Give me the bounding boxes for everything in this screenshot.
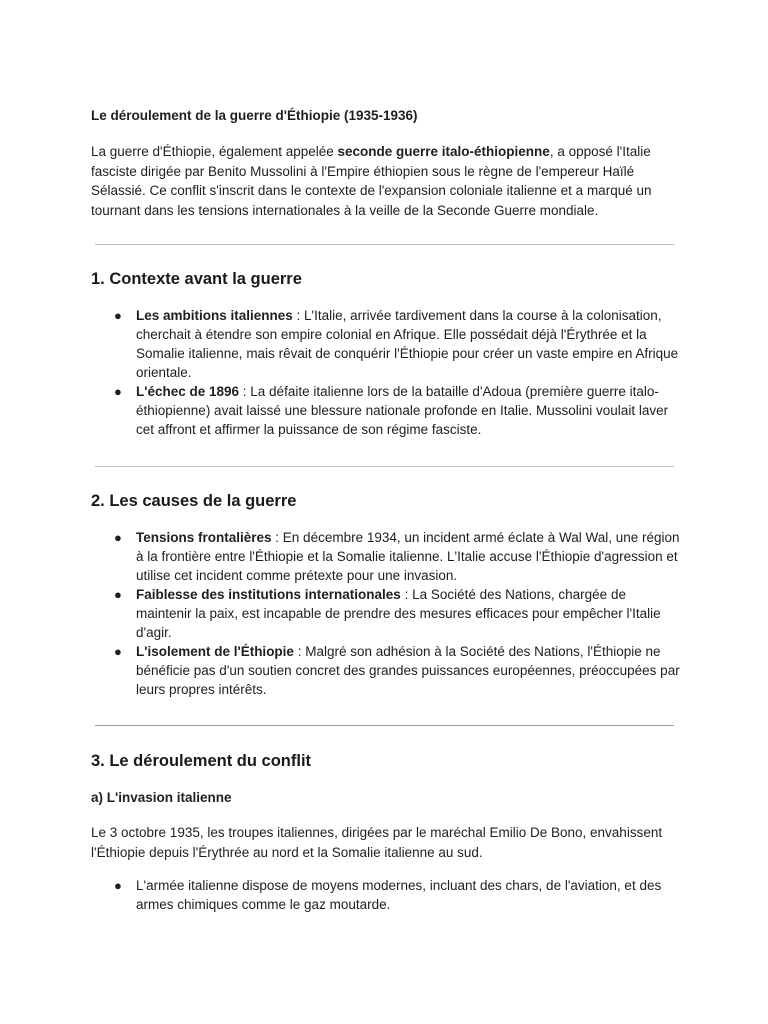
bullet-text: L'armée italienne dispose de moyens modernes, incluant des chars, de l'aviation, et des armes chimiques comme le gaz moutarde. [136,878,662,912]
section-divider [95,244,674,245]
bullet-bold-label: Faiblesse des institutions internationales [136,587,401,602]
document-title: Le déroulement de la guerre d'Éthiopie (1935-1936) [91,108,418,123]
context-bullet-list [91,306,691,439]
section-heading-context: 1. Contexte avant la guerre [91,270,302,288]
bullet-icon: ● [114,530,122,545]
intro-bold-term: seconde guerre italo-éthiopienne [337,144,550,159]
bullet-text: : La Société des Nations, chargée de maintenir la paix, est incapable de prendre des mesures efficaces pour empêcher l'Italie d'agir. [136,587,661,640]
section-divider [95,466,674,467]
intro-text-start: La guerre d'Éthiopie, également appelée [91,144,338,159]
bullet-bold-label: Les ambitions italiennes [136,308,293,323]
bullet-text: : En décembre 1934, un incident armé éclate à Wal Wal, une région à la frontière entre l'Éthiopie et la Somalie italienne. L'Italie accuse l'Éthiopie d'agression et utilise cet incident comme prétexte pour une invasion. [136,530,680,583]
intro-paragraph [91,142,691,220]
bullet-text: : Malgré son adhésion à la Société des Nations, l'Éthiopie ne bénéficie pas d'un soutien concret des grandes puissances européennes, préoccupées par leurs propres intérêts. [136,644,680,697]
bullet-bold-label: L'isolement de l'Éthiopie [136,644,294,659]
intro-text-end: , a opposé l'Italie fasciste dirigée par Benito Mussolini à l'Empire éthiopien sous le règne de l'empereur Haïlé Sélassié. Ce conflit s'inscrit dans le contexte de l'expansion coloniale italienne et a marqué un tournant dans les tensions internationales à la veille de la Seconde Guerre mondiale. [91,144,652,218]
list-item [91,876,681,914]
bullet-bold-label: L'échec de 1896 [136,384,240,399]
bullet-text: : La défaite italienne lors de la bataille d'Adoua (première guerre italo-éthiopienne) avait laissé une blessure nationale profonde en Italie. Mussolini voulait laver cet affront et affirmer la puissance de son régime fasciste. [136,384,669,437]
subsection-heading-invasion: a) L'invasion italienne [91,790,232,805]
invasion-bullet-list [91,876,691,914]
bullet-icon: ● [114,384,122,399]
list-item [91,382,681,439]
list-item [91,306,681,382]
causes-bullet-list [91,528,691,699]
invasion-paragraph: Le 3 octobre 1935, les troupes italiennes, dirigées par le maréchal Emilio De Bono, envahissent l'Éthiopie depuis l'Érythrée au nord et la Somalie italienne au sud. [91,825,663,860]
section-divider [95,725,674,726]
bullet-icon: ● [114,587,122,602]
bullet-icon: ● [114,308,122,323]
bullet-icon: ● [114,878,122,893]
bullet-text: : L'Italie, arrivée tardivement dans la course à la colonisation, cherchait à étendre son empire colonial en Afrique. Elle possédait déjà l'Érythrée et la Somalie italienne, mais rêvait de conquérir l'Éthiopie pour créer un vaste empire en Afrique orientale. [136,308,679,380]
list-item [91,585,681,642]
list-item [91,642,681,699]
list-item [91,528,681,585]
bullet-icon: ● [114,644,122,659]
section-heading-causes: 2. Les causes de la guerre [91,492,297,510]
bullet-bold-label: Tensions frontalières [136,530,272,545]
section-heading-conflict: 3. Le déroulement du conflit [91,752,312,770]
